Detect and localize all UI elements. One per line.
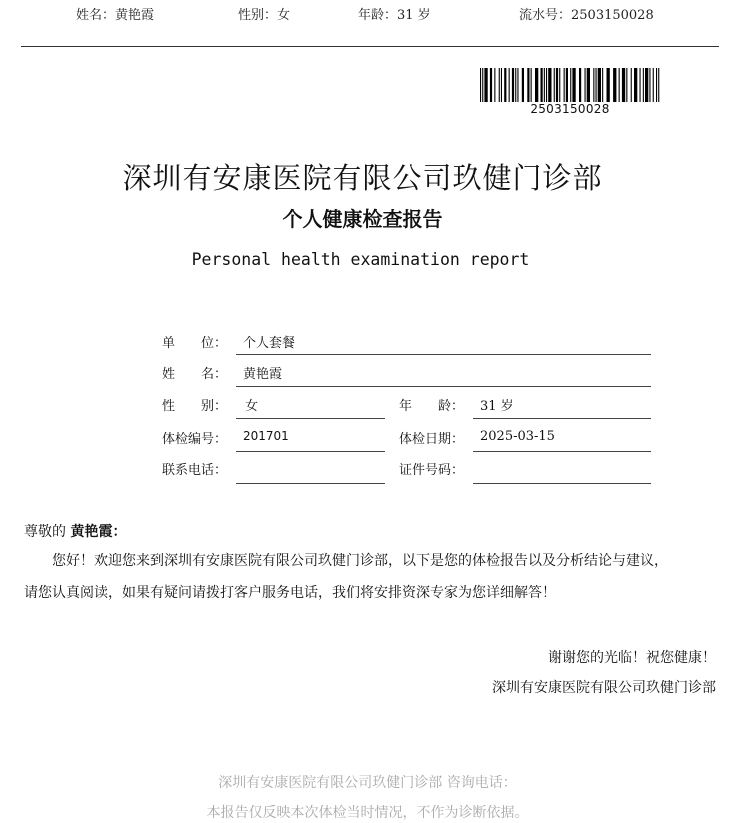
barcode-bar [587,68,590,102]
barcode-bar [559,68,560,102]
header-name: 姓名：黄艳霞 [76,8,155,23]
gender-underline [236,418,385,419]
barcode-bar [544,68,545,102]
barcode-bar [512,68,514,102]
barcode-bar [564,68,565,102]
unit-value: 个人套餐 [243,336,296,351]
barcode-bar [566,68,568,102]
name-underline [236,386,651,387]
footer-disclaimer: 本报告仅反映本次体检当时情况，不作为诊断依据。 [206,805,529,821]
barcode-bar [649,68,650,102]
barcode-bar [522,68,524,102]
barcode-bar [515,68,516,102]
age-value: 31 岁 [480,399,514,414]
barcode-bar [585,68,586,102]
barcode-bar [556,68,558,102]
barcode-bar [509,68,510,102]
age-underline [473,418,651,419]
header-age: 年龄：31 岁 [358,8,431,23]
barcode-bar [546,68,547,102]
salutation [24,521,126,541]
barcode-bar [572,68,575,102]
name-value: 黄艳霞 [243,367,283,382]
barcode-image [480,68,660,102]
report-title-cn: 个人健康检查报告 [282,207,443,231]
barcode-bar [504,68,506,102]
barcode-bar [517,68,518,102]
barcode-bar [494,68,495,102]
barcode-bar [480,68,481,102]
exam-number-value: 201701 [243,429,289,443]
barcode-bar [626,68,627,102]
exam-number-underline [236,451,385,452]
barcode-bar [613,68,616,102]
letter-line-2: 请您认真阅读，如果有疑问请拨打客户服务电话，我们将安排资深专家为您详细解答！ [24,585,556,601]
barcode-bar [554,68,555,102]
recipient-name: 黄艳霞： [70,524,127,540]
barcode-bar [535,68,538,102]
barcode-bar [602,68,603,102]
barcode-bar [579,68,581,102]
unit-label: 单 位： [162,336,228,351]
footer-contact: 深圳有安康医院有限公司玖健门诊部 咨询电话： [218,775,517,791]
barcode-bar [490,68,492,102]
exam-date-value: 2025-03-15 [480,429,555,444]
header-serial: 流水号：2503150028 [519,8,654,23]
barcode-bar [482,68,483,102]
barcode-bar [531,68,532,102]
barcode-bar [619,68,620,102]
letter-line-1: 您好！欢迎您来到深圳有安康医院有限公司玖健门诊部，以下是您的体检报告以及分析结论与建议， [52,553,668,569]
barcode-bar [656,68,657,102]
barcode-bar [643,68,644,102]
barcode-bar [593,68,594,102]
barcode-bar [548,68,551,102]
unit-underline [236,354,651,355]
barcode-bar [527,68,529,102]
exam-date-label: 体检日期： [399,432,465,447]
report-title-en: Personal health examination report [191,250,530,269]
exam-date-underline [473,451,651,452]
phone-underline [236,483,385,484]
barcode-bar [658,68,659,102]
salutation-text: 尊敬的 [24,524,66,540]
exam-number-label: 体检编号： [162,432,228,447]
age-label: 年 龄： [399,399,465,414]
header-gender: 性别：女 [238,8,291,23]
phone-label: 联系电话： [162,463,228,478]
barcode-number: 2503150028 [530,102,610,116]
barcode-bar [598,68,601,102]
thanks-line: 谢谢您的光临！祝您健康！ [548,650,716,666]
barcode-bar [607,68,610,102]
barcode-bar [653,68,654,102]
barcode-bar [499,68,500,102]
barcode-bar [570,68,571,102]
barcode-bar [631,68,632,102]
barcode-bar [645,68,648,102]
id-number-underline [473,483,651,484]
clinic-title: 深圳有安康医院有限公司玖健门诊部 [122,161,603,195]
barcode-bar [501,68,502,102]
signature-line: 深圳有安康医院有限公司玖健门诊部 [492,680,716,696]
barcode-bar [640,68,641,102]
barcode-bar [622,68,625,102]
barcode-bar [596,68,597,102]
gender-value: 女 [245,399,259,414]
barcode-bar [484,68,487,102]
gender-label: 性 别： [162,399,228,414]
id-number-label: 证件号码： [399,463,465,478]
barcode-bar [541,68,543,102]
name-label: 姓 名： [162,367,228,382]
header-divider [21,46,719,47]
barcode-bar [634,68,637,102]
